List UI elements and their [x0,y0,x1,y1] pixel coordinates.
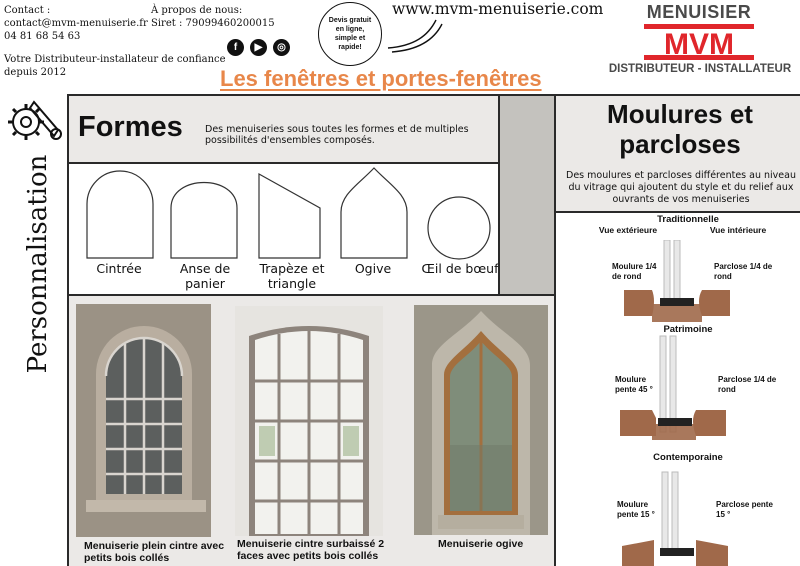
shape-label-cintree: Cintrée [96,261,142,276]
logo-mark-text: MVM [664,28,734,60]
contact-block [4,4,154,43]
youtube-icon[interactable]: ▶ [250,39,267,56]
shape-label-anse: Anse de panier [179,261,231,291]
profile2-left: Moulure pente 45 ° [615,375,653,394]
photo-caption-2: Menuiserie cintre surbaissé 2 faces avec petits bois collés [237,538,385,562]
sidebar-vertical-label: Personnalisation [23,154,53,374]
social-links [227,39,290,56]
profile3-left: Moulure pente 15 ° [617,500,655,519]
photo-plein-cintre [76,304,211,537]
instagram-icon[interactable]: ◎ [273,39,290,56]
panel-separator [500,96,554,294]
logo-mark [644,24,754,60]
page-title: Les fenêtres et portes-fenêtres [220,66,542,91]
arch-shape [87,171,153,258]
profile-diagrams [556,240,800,566]
shape-label-oeil: Œil de bœuf [421,261,499,276]
photo-caption-3: Menuiserie ogive [438,538,524,550]
logo-top-word: MENUISIER [646,2,752,22]
view-exterior: Vue extérieure [598,225,658,235]
gears-wrench-icon [4,96,64,154]
shape-label-ogive: Ogive [354,261,392,276]
devis-bubble[interactable] [318,2,382,66]
about-block [151,4,281,30]
basket-arch-shape [171,183,237,259]
shapes-row [69,164,498,260]
trapezoid-shape [259,174,320,258]
contact-label: Contact : [4,5,51,16]
profile-title-patrimoine: Patrimoine [663,324,713,335]
siret: Siret : 79099460200015 [151,18,275,29]
profile3-right: Parclose pente 15 ° [716,500,773,519]
website-link[interactable]: www.mvm-menuiserie.com [392,0,604,18]
moulures-title: Moulures et parcloses [607,99,753,159]
about-label: À propos de nous: [151,5,243,16]
ogive-shape [341,168,407,258]
profile1-left: Moulure 1/4 de rond [612,262,657,281]
profile-title-contemporaine: Contemporaine [653,452,723,463]
tagline: Votre Distributeur-installateur de confiance depuis 2012 [4,54,226,78]
profile2-right: Parclose 1/4 de rond [718,375,777,394]
formes-description: Des menuiseries sous toutes les formes et de multiples possibilités d'ensembles composés. [205,124,469,146]
contact-email[interactable]: contact@mvm-menuiserie.fr [4,18,148,29]
formes-title: Formes [78,111,183,143]
photo-cintre-surbaisse [235,306,383,536]
logo[interactable] [644,2,754,23]
swirl-decoration [384,14,444,54]
profile1-right: Parclose 1/4 de rond [714,262,773,281]
logo-subtitle: DISTRIBUTEUR - INSTALLATEUR [608,63,792,75]
profile-title-traditionnelle: Traditionnelle [657,214,719,225]
circle-shape [428,197,490,259]
devis-text: Devis gratuit en ligne, simple et rapide! [328,17,372,51]
view-interior: Vue intérieure [709,225,767,235]
photo-caption-1: Menuiserie plein cintre avec petits bois collés [84,540,225,564]
shape-label-trapeze: Trapèze et triangle [259,261,325,291]
photo-ogive [414,305,548,535]
facebook-icon[interactable]: f [227,39,244,56]
contact-phone[interactable]: 04 81 68 54 63 [4,31,81,42]
moulures-description: Des moulures et parcloses différentes au niveau du vitrage qui ajoutent du style et du relief aux ouvrants de vos menuiseries [566,170,796,205]
